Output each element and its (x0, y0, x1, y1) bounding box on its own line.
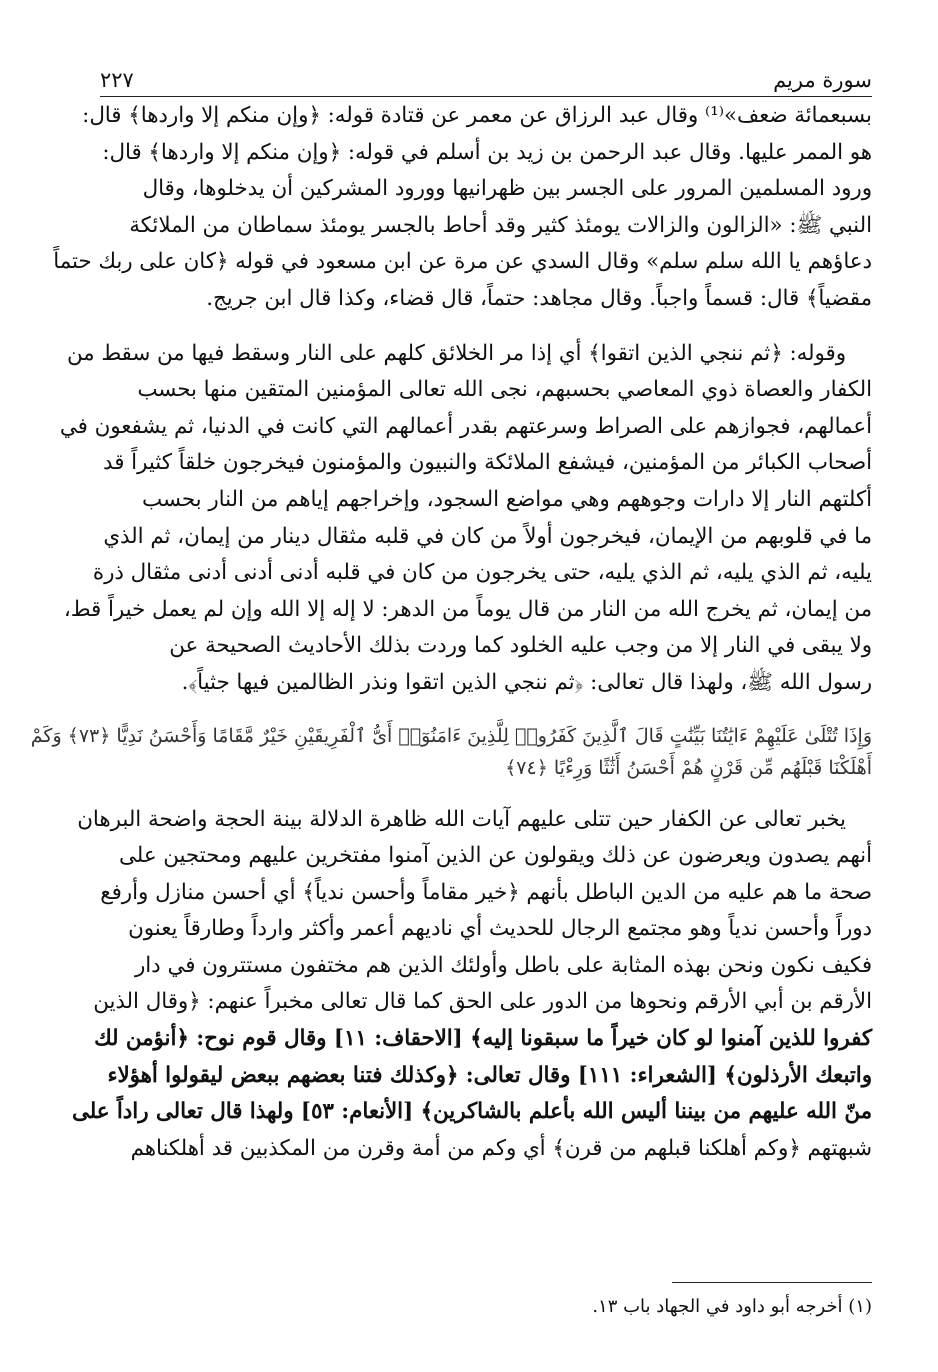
quran-verse-line: وَإِذَا تُتْلَىٰ عَلَيْهِمْ ءَايَٰتُنَا بَيِّنَٰتٍ قَالَ ٱلَّذِينَ كَفَرُوا۟ لِلَّذِينَ ءَامَنُوٓا۟ أَىُّ ٱلْفَرِيقَيْنِ خَيْرٌ مَّقَامًا وَأَحْسَنُ نَدِيًّا ﴿٧٣﴾ وَكَمْ (30, 724, 872, 747)
text-line: دعاؤهم يا الله سلم سلم» وقال السدي عن مرة عن ابن مسعود في قوله ﴿كان على ربك حتماً (53, 249, 872, 275)
text-line: من إيمان، ثم يخرج الله من النار من قال يوماً من الدهر: لا إله إلا الله وإن لم يعمل خيراً قط، (63, 596, 872, 622)
page-body (30, 98, 872, 1167)
footnote: (١) أخرجه أبو داود في الجهاد باب ١٣. (592, 1296, 872, 1317)
text-line: منّ الله عليهم من بيننا أليس الله بأعلم بالشاكرين﴾ [الأنعام: ٥٣] ولهذا قال تعالى راداً على (71, 1099, 872, 1125)
text-line: صحة ما هم عليه من الدين الباطل بأنهم ﴿خير مقاماً وأحسن ندياً﴾ أي أحسن منازل وأرفع (100, 879, 872, 905)
text-line: رسول الله ﷺ، ولهذا قال تعالى: ﴿ثم ننجي الذين اتقوا ونذر الظالمين فيها جثياً﴾. (181, 669, 872, 695)
paragraph-3 (71, 802, 872, 1168)
page-number: ٢٢٧ (100, 68, 134, 92)
text-line: مقضياً﴾ قال: قسماً واجباً. وقال مجاهد: حتماً، قال قضاء، وكذا قال ابن جريج. (206, 285, 872, 311)
text-line: الأرقم بن أبي الأرقم ونحوها من الدور على الحق كما قال تعالى مخبراً عنهم: ﴿وقال الذين (93, 989, 872, 1015)
paragraph-1 (53, 98, 872, 318)
text-line: أصحاب الكبائر من المؤمنين، فيشفع الملائكة والنبيون والمؤمنون فيخرجون خلقاً كثيراً قد (103, 450, 872, 476)
text-line: واتبعك الأرذلون﴾ [الشعراء: ١١١] وقال تعالى: ﴿وكذلك فتنا بعضهم ببعض ليقولوا أهؤلاء (107, 1062, 872, 1088)
text-line: يليه، ثم الذي يليه، ثم الذي يليه، حتى يخرجون من كان في قلبه أدنى أدنى أدنى مثقال ذرة (92, 560, 872, 586)
quran-verse-block (30, 720, 872, 784)
text-line: أعمالهم، فجوازهم على الصراط وسرعتهم بقدر أعمالهم التي كانت في الدنيا، ثم يشفعون في (59, 413, 872, 439)
surah-title: سورة مريم (773, 68, 872, 92)
text-line: ورود المسلمين المرور على الجسر بين ظهرانيها وورود المشركين أن يدخلوها، وقال (142, 176, 872, 202)
text-line: شبهتهم ﴿وكم أهلكنا قبلهم من قرن﴾ أي وكم من أمة وقرن من المكذبين قد أهلكناهم (130, 1135, 872, 1161)
text-line: كفروا للذين آمنوا لو كان خيراً ما سبقونا إليه﴾ [الاحقاف: ١١] وقال قوم نوح: ﴿أنؤمن لك (94, 1026, 872, 1052)
text-line: دوراً وأحسن ندياً وهو مجتمع الرجال للحديث أي ناديهم أعمر وأكثر وارداً وطارقاً يعنون (128, 916, 872, 942)
text-line: أكلتهم النار إلا دارات وجوههم وهي مواضع السجود، وإخراجهم إياهم من النار بحسب (141, 486, 872, 512)
paragraph-2 (59, 336, 872, 702)
text-line: ما في قلوبهم من الإيمان، فيخرجون أولاً من كان في قلبه مثقال دينار من إيمان، ثم الذي (103, 523, 872, 549)
book-page (30, 58, 872, 1348)
quran-verse-line: أَهْلَكْنَا قَبْلَهُم مِّن قَرْنٍ هُمْ أَحْسَنُ أَثَٰثًا وَرِءْيًا ﴿٧٤﴾ (505, 756, 872, 779)
page-header (100, 58, 872, 97)
text-line: النبي ﷺ: «الزالون والزالات يومئذ كثير وقد أحاط بالجسر يومئذ سماطان من الملائكة (129, 212, 872, 238)
text-line: فكيف نكون ونحن بهذه المثابة على باطل وأولئك الذين هم مختفون مستترون في دار (134, 952, 872, 978)
text-line: بسبعمائة ضعف»⁽¹⁾ وقال عبد الرزاق عن معمر عن قتادة قوله: ﴿وإن منكم إلا واردها﴾ قال: (82, 103, 872, 128)
text-line: أنهم يصدون ويعرضون عن ذلك ويقولون عن الذين آمنوا مفتخرين عليهم ومحتجين على (119, 843, 872, 869)
text-line: يخبر تعالى عن الكفار حين تتلى عليهم آيات الله ظاهرة الدلالة بينة الحجة واضحة البرهان (77, 806, 846, 832)
text-line: هو الممر عليها. وقال عبد الرحمن بن زيد بن أسلم في قوله: ﴿وإن منكم إلا واردها﴾ قال: (102, 139, 872, 165)
text-line: الكفار والعصاة ذوي المعاصي بحسبهم، نجى الله تعالى المؤمنين المتقين منها بحسب (137, 377, 872, 403)
text-line: وقوله: ﴿ثم ننجي الذين اتقوا﴾ أي إذا مر الخلائق كلهم على النار وسقط فيها من سقط من (66, 340, 846, 366)
text-line: ولا يبقى في النار إلا من وجب عليه الخلود كما وردت بذلك الأحاديث الصحيحة عن (169, 633, 872, 659)
footnote-divider (672, 1282, 872, 1283)
